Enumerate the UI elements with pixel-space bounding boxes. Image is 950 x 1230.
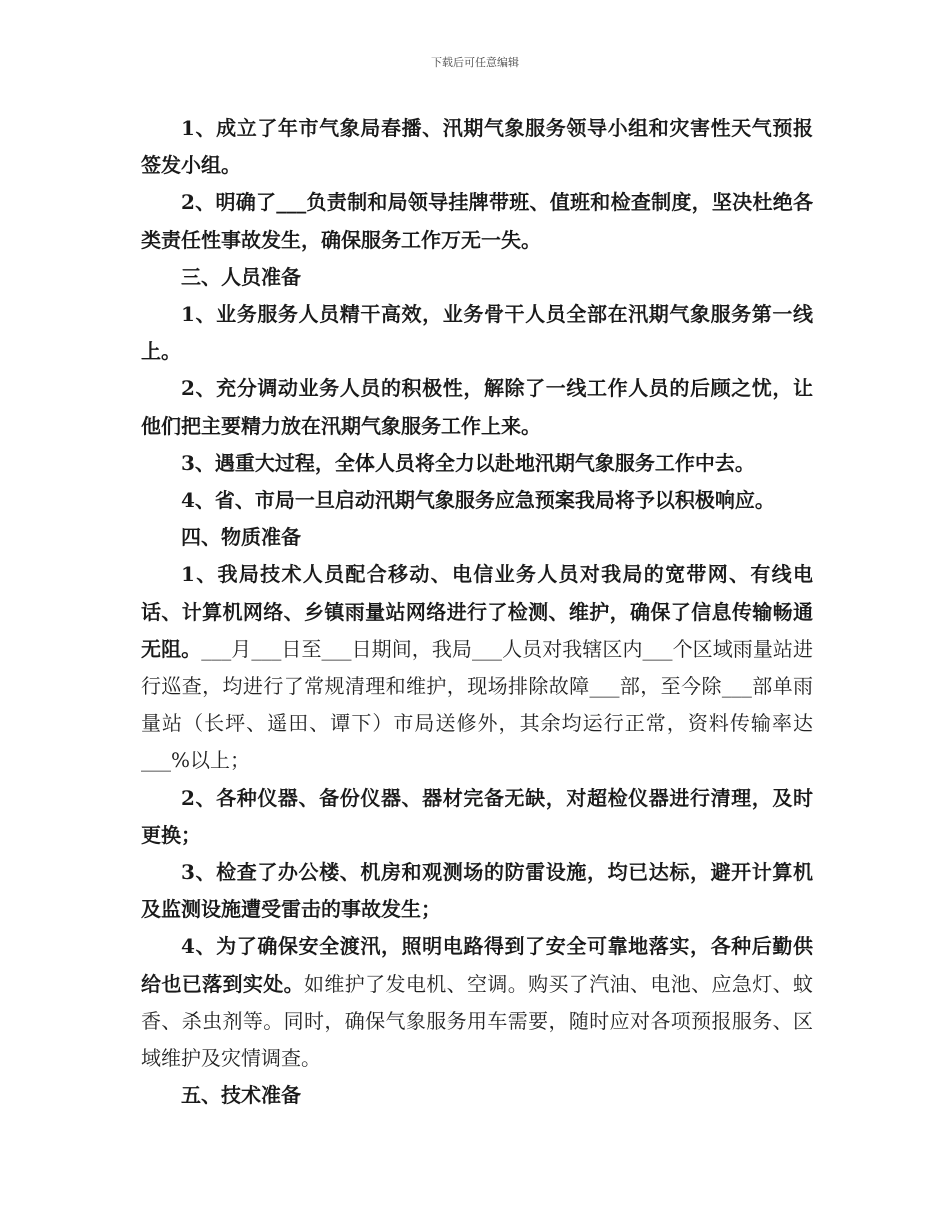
section-heading-personnel: 三、人员准备 bbox=[181, 264, 301, 289]
paragraph-4: 1、业务服务人员精干高效，业务骨干人员全部在汛期气象服务第一线上。 bbox=[141, 302, 813, 364]
paragraph-10: 2、各种仪器、备份仪器、器材完备无缺，对超检仪器进行清理，及时更换； bbox=[141, 785, 813, 847]
section-heading-technical: 五、技术准备 bbox=[181, 1083, 301, 1108]
paragraph-5: 2、充分调动业务人员的积极性，解除了一线工作人员的后顾之忧，让他们把主要精力放在汛期气象服务工作上来。 bbox=[141, 376, 813, 438]
paragraph-7: 4、省、市局一旦启动汛期气象服务应急预案我局将予以积极响应。 bbox=[181, 488, 775, 513]
paragraph-11: 3、检查了办公楼、机房和观测场的防雷设施，均已达标，避开计算机及监测设施遭受雷击的事故发生； bbox=[141, 860, 813, 922]
paragraph-9-bold-text: 1、我局技术人员配合移动、电信业务人员对我局的宽带网、有线电话、计算机网络、乡镇雨量站网络进行了检测、维护，确保了信息传输畅通无阻。 bbox=[141, 562, 813, 661]
paragraph-12-normal-text: 如维护了发电机、空调。购买了汽油、电池、应急灯、蚊香、杀虫剂等。同时，确保气象服务用车需要，随时应对各项预报服务、区域维护及灾情调查。 bbox=[141, 971, 813, 1071]
paragraph-1: 1、成立了年市气象局春播、汛期气象服务领导小组和灾害性天气预报签发小组。 bbox=[141, 116, 813, 178]
paragraph-12 bbox=[141, 928, 813, 1077]
paragraph-2: 2、明确了___负责制和局领导挂牌带班、值班和检查制度，坚决杜绝各类责任性事故发生，确保服务工作万无一失。 bbox=[141, 190, 813, 252]
paragraph-6: 3、遇重大过程，全体人员将全力以赴地汛期气象服务工作中去。 bbox=[181, 450, 755, 475]
paragraph-9-normal-text: ___月___日至___日期间，我局___人员对我辖区内___个区域雨量站进行巡查，均进行了常规清理和维护，现场排除故障___部，至今除___部单雨量站（长坪、遥田、谭下）市局送修外，其余均运行正常，资料传输率达___%以上； bbox=[141, 636, 814, 773]
document-body bbox=[141, 110, 813, 1114]
paragraph-12-bold-text: 4、为了确保安全渡汛，照明电路得到了安全可靠地落实，各种后勤供给也已落到实处。 bbox=[141, 934, 813, 996]
paragraph-9 bbox=[141, 556, 813, 779]
section-heading-materials: 四、物质准备 bbox=[181, 525, 301, 550]
page-header: 下载后可任意编辑 bbox=[431, 56, 519, 69]
